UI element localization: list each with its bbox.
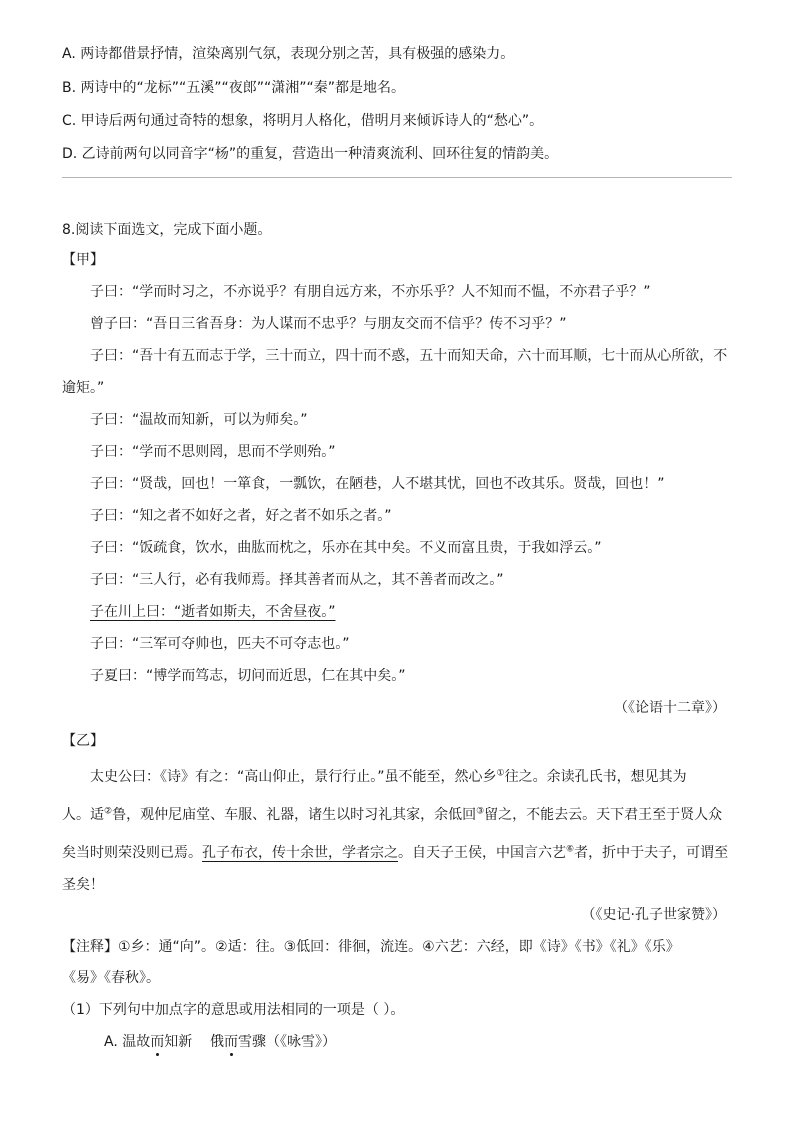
notes-line: 【注释】①乡：通“向”。②适：往。③低回：徘徊，流连。④六艺：六经，即《诗》《书》《礼》《乐》 xyxy=(62,939,680,955)
yi-source: （《史记·孔子世家赞》） xyxy=(581,907,726,923)
yi-label: 【乙】 xyxy=(62,733,104,749)
underlined-sentence: 孔子布衣，传十余世，学者宗之 xyxy=(202,845,398,861)
sub-question-1: （1）下列句中加点字的意思或用法相同的一项是（ ）。 xyxy=(62,1002,405,1018)
jia-line: 子曰：“贤哉，回也！一箪食，一瓢饮，在陋巷，人不堪其忧，回也不改其乐。贤哉，回也！” xyxy=(90,476,665,492)
option-c[interactable]: C. 甲诗后两句通过奇特的想象，将明月人格化，借明月来倾诉诗人的“愁心”。 xyxy=(62,113,544,129)
option-a[interactable]: A. 两诗都借景抒情，渲染离别气氛，表现分别之苦，具有极强的感染力。 xyxy=(62,46,515,62)
sub1-option-a[interactable]: A. 温故而知新 俄而雪骤（《咏雪》） xyxy=(104,1034,337,1050)
jia-line-underlined: 子在川上曰：“逝者如斯夫，不舍昼夜。” xyxy=(90,604,336,620)
jia-line: 曾子曰：“吾日三省吾身：为人谋而不忠乎？与朋友交而不信乎？传不习乎？” xyxy=(90,316,567,332)
jia-line: 子夏曰：“博学而笃志，切问而近思，仁在其中矣。” xyxy=(90,668,406,684)
yi-line: 矣当时则荣没则已焉。孔子布衣，传十余世，学者宗之。自天子王侯，中国言六艺⑥者，折中于夫子，可谓至 xyxy=(62,844,729,861)
note-marker: ② xyxy=(104,806,113,817)
dotted-char: 而 xyxy=(150,1034,165,1050)
note-marker: ① xyxy=(496,768,505,779)
section-divider xyxy=(62,177,732,178)
option-d[interactable]: D. 乙诗前两句以同音字“杨”的重复，营造出一种清爽流利、回环往复的情韵美。 xyxy=(62,146,559,162)
jia-line: 子曰：“三人行，必有我师焉。择其善者而从之，其不善者而改之。” xyxy=(90,572,504,588)
yi-line: 人。适②鲁，观仲尼庙堂、车服、礼器，诸生以时习礼其家，余低回③留之，不能去云。天下君王至于贤人众 xyxy=(62,806,723,823)
notes-line: 《易》《春秋》。 xyxy=(62,970,160,986)
jia-line: 子曰：“学而时习之，不亦说乎？有朋自远方来，不亦乐乎？人不知而不愠，不亦君子乎？” xyxy=(90,284,651,300)
jia-line: 子曰：“三军可夺帅也，匹夫不可夺志也。” xyxy=(90,636,350,652)
jia-line: 子曰：“吾十有五而志于学，三十而立，四十而不惑，五十而知天命，六十而耳顺，七十而从心所欲，不 xyxy=(90,348,728,364)
jia-line: 子曰：“学而不思则罔，思而不学则殆。” xyxy=(90,444,336,460)
jia-line: 子曰：“饭疏食，饮水，曲肱而枕之，乐亦在其中矣。不义而富且贵，于我如浮云。” xyxy=(90,540,602,556)
question-heading: 8.阅读下面选文，完成下面小题。 xyxy=(62,222,272,238)
note-marker: ③ xyxy=(476,806,485,817)
jia-label: 【甲】 xyxy=(62,252,104,268)
note-marker: ⑥ xyxy=(566,844,575,855)
option-b[interactable]: B. 两诗中的“龙标”“五溪”“夜郎”“潇湘”“秦”都是地名。 xyxy=(62,80,406,96)
jia-line: 子曰：“知之者不如好之者，好之者不如乐之者。” xyxy=(90,508,392,524)
yi-line: 圣矣！ xyxy=(62,877,104,893)
jia-source: （《论语十二章》） xyxy=(614,700,726,716)
yi-line: 太史公曰：《诗》有之：“高山仰止，景行行止。”虽不能至，然心乡①往之。余读孔氏书，想见其为 xyxy=(90,768,687,785)
dotted-char: 而 xyxy=(224,1034,239,1050)
jia-line: 子曰：“温故而知新，可以为师矣。” xyxy=(90,412,308,428)
jia-line: 逾矩。” xyxy=(62,380,105,396)
